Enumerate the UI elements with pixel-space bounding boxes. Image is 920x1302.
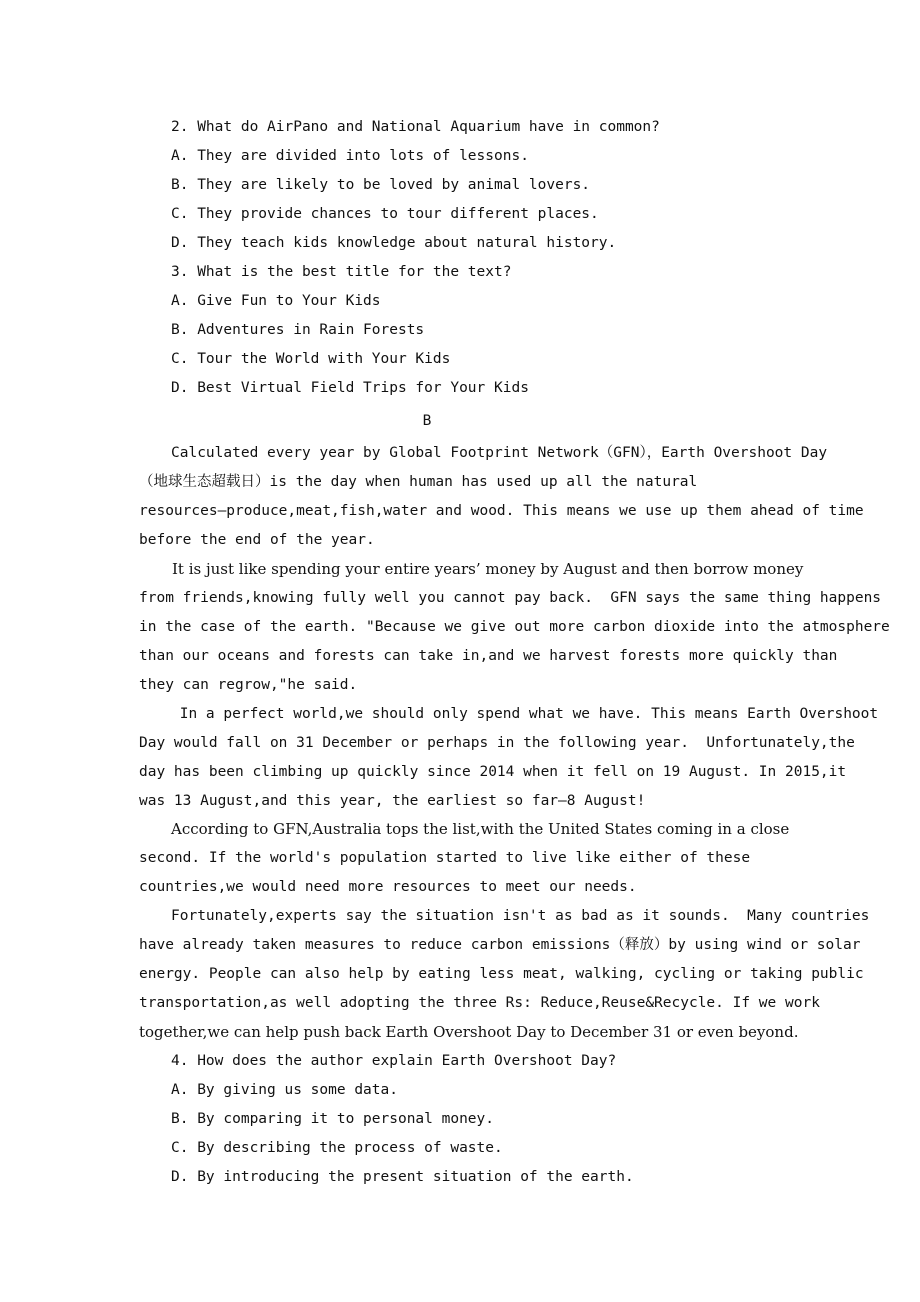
passage-p4-line2: second. If the world's population started to live like either of these — [139, 850, 751, 866]
passage-p1-line1: Calculated every year by Global Footprint Network（GFN），Earth Overshoot Day — [171, 445, 828, 461]
question-3-option-a: A. Give Fun to Your Kids — [171, 293, 381, 309]
question-2-option-a: A. They are divided into lots of lessons. — [171, 148, 529, 164]
passage-p2-line3: in the case of the earth. "Because we give out more carbon dioxide into the atmosphere — [139, 619, 890, 635]
passage-p1-line3: resources—produce,meat,fish,water and wood. This means we use up them ahead of time — [139, 503, 864, 519]
question-4-option-c: C. By describing the process of waste. — [171, 1140, 503, 1156]
passage-p3-line2: Day would fall on 31 December or perhaps in the following year. Unfortunately,the — [139, 735, 855, 751]
passage-p4-line1: According to GFN,Australia tops the list,with the United States coming in a close — [171, 820, 790, 838]
passage-p3-line1: In a perfect world,we should only spend what we have. This means Earth Overshoot — [171, 706, 879, 722]
passage-p5-line4: transportation,as well adopting the three Rs: Reduce,Reuse&Recycle. If we work — [139, 995, 820, 1011]
question-2: 2. What do AirPano and National Aquarium have in common? — [171, 119, 660, 135]
passage-p5-line3: energy. People can also help by eating less meat, walking, cycling or taking public — [139, 966, 864, 982]
question-2-option-b: B. They are likely to be loved by animal lovers. — [171, 177, 591, 193]
passage-p1-line4: before the end of the year. — [139, 532, 375, 548]
passage-p5-line2: have already taken measures to reduce carbon emissions（释放）by using wind or solar — [139, 937, 861, 953]
question-3-option-c: C. Tour the World with Your Kids — [171, 351, 451, 367]
question-4-option-b: B. By comparing it to personal money. — [171, 1111, 495, 1127]
section-label: B — [422, 413, 432, 429]
passage-p2-line4: than our oceans and forests can take in,and we harvest forests more quickly than — [139, 648, 838, 664]
question-2-option-d: D. They teach kids knowledge about natural history. — [171, 235, 617, 251]
passage-p2-line1: It is just like spending your entire years’ money by August and then borrow money — [172, 560, 804, 578]
passage-p1-line2: （地球生态超载日）is the day when human has used up all the natural — [139, 474, 698, 490]
question-3: 3. What is the best title for the text? — [171, 264, 512, 280]
passage-p3-line3: day has been climbing up quickly since 2014 when it fell on 19 August. In 2015,it — [139, 764, 847, 780]
question-4-option-a: A. By giving us some data. — [171, 1082, 398, 1098]
passage-p4-line3: countries,we would need more resources to meet our needs. — [139, 879, 637, 895]
passage-p5-line5: together,we can help push back Earth Overshoot Day to December 31 or even beyond. — [139, 1023, 799, 1041]
question-4: 4. How does the author explain Earth Overshoot Day? — [171, 1053, 617, 1069]
question-3-option-d: D. Best Virtual Field Trips for Your Kids — [171, 380, 529, 396]
question-2-option-c: C. They provide chances to tour different places. — [171, 206, 599, 222]
passage-p2-line5: they can regrow,"he said. — [139, 677, 358, 693]
passage-p3-line4: was 13 August,and this year, the earliest so far—8 August! — [139, 793, 646, 809]
passage-p2-line2: from friends,knowing fully well you cannot pay back. GFN says the same thing happens — [139, 590, 882, 606]
passage-p5-line1: Fortunately,experts say the situation isn't as bad as it sounds. Many countries — [171, 908, 870, 924]
question-3-option-b: B. Adventures in Rain Forests — [171, 322, 425, 338]
question-4-option-d: D. By introducing the present situation of the earth. — [171, 1169, 634, 1185]
